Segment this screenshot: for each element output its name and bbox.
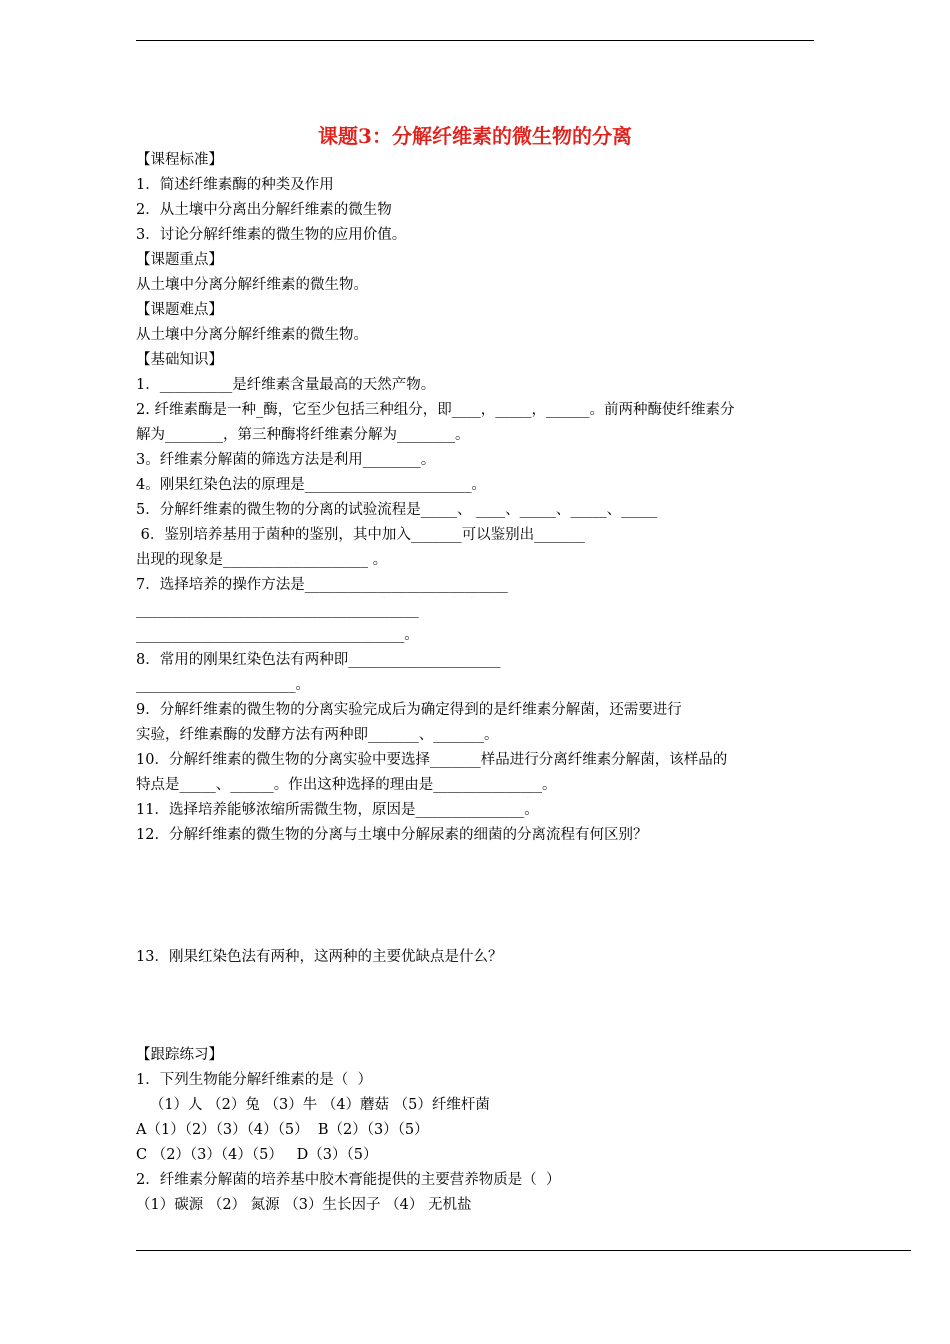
question-line: 特点是_____、______。作出这种选择的理由是_______________。 bbox=[136, 777, 557, 793]
section-heading-basic-knowledge: 【基础知识】 bbox=[136, 352, 223, 368]
answer-blank-line: ______________________。 bbox=[136, 677, 310, 693]
option-line: （1）人 （2）兔 （3）牛 （4）蘑菇 （5）纤维杆菌 bbox=[136, 1097, 490, 1113]
question-line: 1．下列生物能分解纤维素的是（ ） bbox=[136, 1072, 372, 1088]
text-line: 1．简述纤维素酶的种类及作用 bbox=[136, 177, 334, 193]
question-line: 9．分解纤维素的微生物的分离实验完成后为确定得到的是纤维素分解菌，还需要进行 bbox=[136, 702, 682, 718]
section-heading-key-points: 【课题重点】 bbox=[136, 252, 223, 268]
question-line: 8．常用的刚果红染色法有两种即_____________________ bbox=[136, 652, 501, 668]
question-line: 5．分解纤维素的微生物的分离的试验流程是_____、 ____、_____、_____、_____ bbox=[136, 502, 658, 518]
section-heading-course-standard: 【课程标准】 bbox=[136, 152, 223, 168]
question-line: 2. 纤维素酶是一种_酶，它至少包括三种组分，即____，_____，______。前两种酶使纤维素分 bbox=[136, 402, 735, 418]
question-line: 实验，纤维素酶的发酵方法有两种即_______、_______。 bbox=[136, 727, 499, 743]
option-line: （1）碳源 （2） 氮源 （3）生长因子 （4） 无机盐 bbox=[136, 1197, 472, 1213]
text-line: 从土壤中分离分解纤维素的微生物。 bbox=[136, 277, 368, 293]
option-line: A（1）（2）（3）（4）（5） B（2）（3）（5） bbox=[136, 1122, 429, 1138]
text-line: 3．讨论分解纤维素的微生物的应用价值。 bbox=[136, 227, 407, 243]
question-line: 6．鉴别培养基用于菌种的鉴别，其中加入_______可以鉴别出_______ bbox=[136, 527, 585, 543]
question-line: 11．选择培养能够浓缩所需微生物，原因是_______________。 bbox=[136, 802, 539, 818]
document-body bbox=[136, 148, 816, 1218]
answer-blank-line: _____________________________________。 bbox=[136, 627, 419, 643]
question-line: 解为________，第三种酶将纤维素分解为________。 bbox=[136, 427, 470, 443]
text-line: 2．从土壤中分离出分解纤维素的微生物 bbox=[136, 202, 392, 218]
option-line: C （2）（3）（4）（5） D（3）（5） bbox=[136, 1147, 378, 1163]
question-line: 10．分解纤维素的微生物的分离实验中要选择_______样品进行分离纤维素分解菌，该样品的 bbox=[136, 752, 728, 768]
text-line: 从土壤中分离分解纤维素的微生物。 bbox=[136, 327, 368, 343]
answer-blank-line: _______________________________________ bbox=[136, 602, 419, 618]
question-line: 13．刚果红染色法有两种，这两种的主要优缺点是什么？ bbox=[136, 949, 503, 965]
page-title: 课题3：分解纤维素的微生物的分离 bbox=[318, 124, 632, 148]
question-line: 3。纤维素分解菌的筛选方法是利用________。 bbox=[136, 452, 436, 468]
question-line: 出现的现象是____________________ 。 bbox=[136, 552, 388, 568]
question-line: 2．纤维素分解菌的培养基中胶木膏能提供的主要营养物质是（ ） bbox=[136, 1172, 561, 1188]
question-line: 7．选择培养的操作方法是____________________________ bbox=[136, 577, 508, 593]
header-rule bbox=[136, 40, 814, 41]
question-line: 12．分解纤维素的微生物的分离与土壤中分解尿素的细菌的分离流程有何区别？ bbox=[136, 827, 648, 843]
question-line: 4。刚果红染色法的原理是_______________________。 bbox=[136, 477, 486, 493]
section-heading-difficult-points: 【课题难点】 bbox=[136, 302, 223, 318]
section-heading-practice: 【跟踪练习】 bbox=[136, 1047, 223, 1063]
footer-rule bbox=[136, 1250, 911, 1251]
question-line: 1．__________是纤维素含量最高的天然产物。 bbox=[136, 377, 436, 393]
